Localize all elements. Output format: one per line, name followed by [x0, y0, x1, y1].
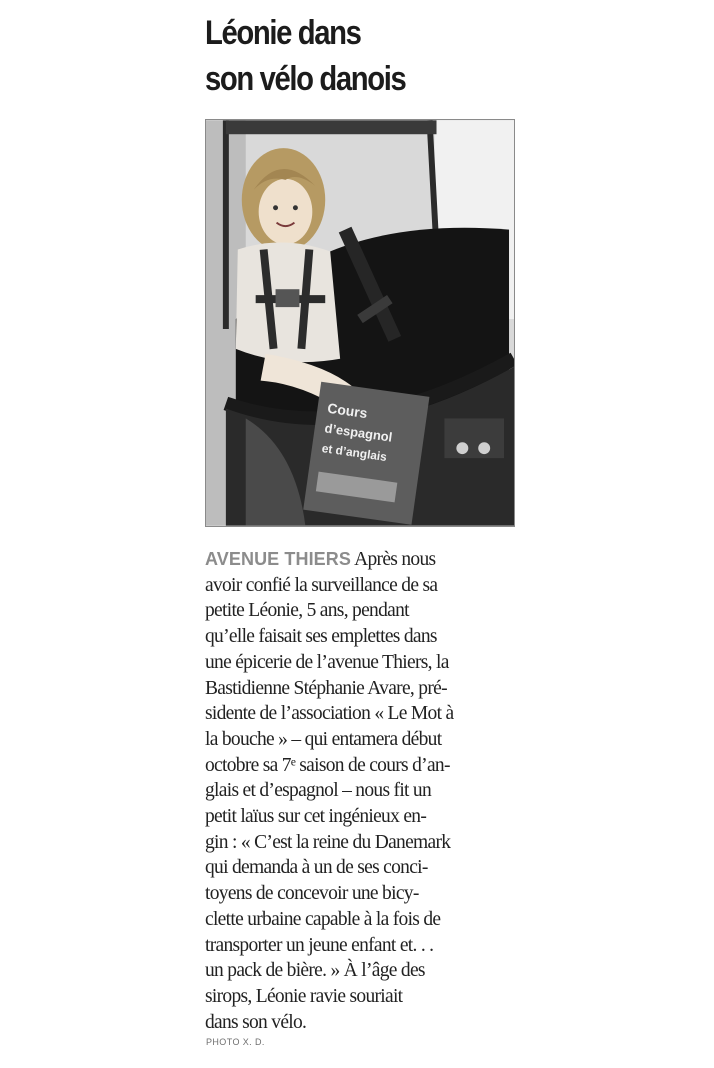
article-first-line	[205, 547, 535, 573]
article-line: gin : « C’est la reine du Danemark	[205, 831, 451, 853]
headline	[205, 10, 480, 102]
article-line: toyens de concevoir une bicy-	[205, 883, 419, 905]
article-line: octobre sa 7ᵉ saison de cours d’an-	[205, 754, 450, 776]
article-line: la bouche » – qui entamera début	[205, 728, 442, 750]
article-line: dans son vélo.	[205, 1011, 307, 1033]
article-line: petite Léonie, 5 ans, pendant	[205, 600, 409, 622]
article-line: avoir confié la surveillance de sa	[205, 574, 438, 596]
article-line: transporter un jeune enfant et. . .	[205, 934, 434, 956]
kicker-avenue-thiers: AVENUE THIERS	[205, 549, 351, 569]
article-line: sirops, Léonie ravie souriait	[205, 985, 403, 1007]
article-line: un pack de bière. » À l’âge des	[205, 960, 425, 982]
article-line: sidente de l’association « Le Mot à	[205, 703, 454, 725]
article-line: une épicerie de l’avenue Thiers, la	[205, 651, 449, 673]
article-line: Bastidienne Stéphanie Avare, pré-	[205, 677, 447, 699]
article-body	[205, 547, 535, 1035]
article-line: Après nous	[351, 549, 436, 570]
article-line: clette urbaine capable à la fois de	[205, 908, 441, 930]
article-line: qui demanda à un de ses conci-	[205, 857, 428, 879]
headline-line-2: son vélo danois	[205, 60, 406, 98]
headline-line-1: Léonie dans	[205, 14, 361, 52]
article-line: qu’elle faisait ses emplettes dans	[205, 626, 437, 648]
flyer-line-3: et d’anglais	[320, 441, 388, 465]
flyer-line-1: Cours	[326, 399, 369, 422]
photo-credit: PHOTO X. D.	[206, 1037, 265, 1047]
flyer-line-2: d’espagnol	[323, 420, 394, 445]
article-line: petit laïus sur cet ingénieux en-	[205, 806, 427, 828]
article-line: glais et d’espagnol – nous fit un	[205, 780, 432, 802]
article-photo	[205, 119, 515, 527]
